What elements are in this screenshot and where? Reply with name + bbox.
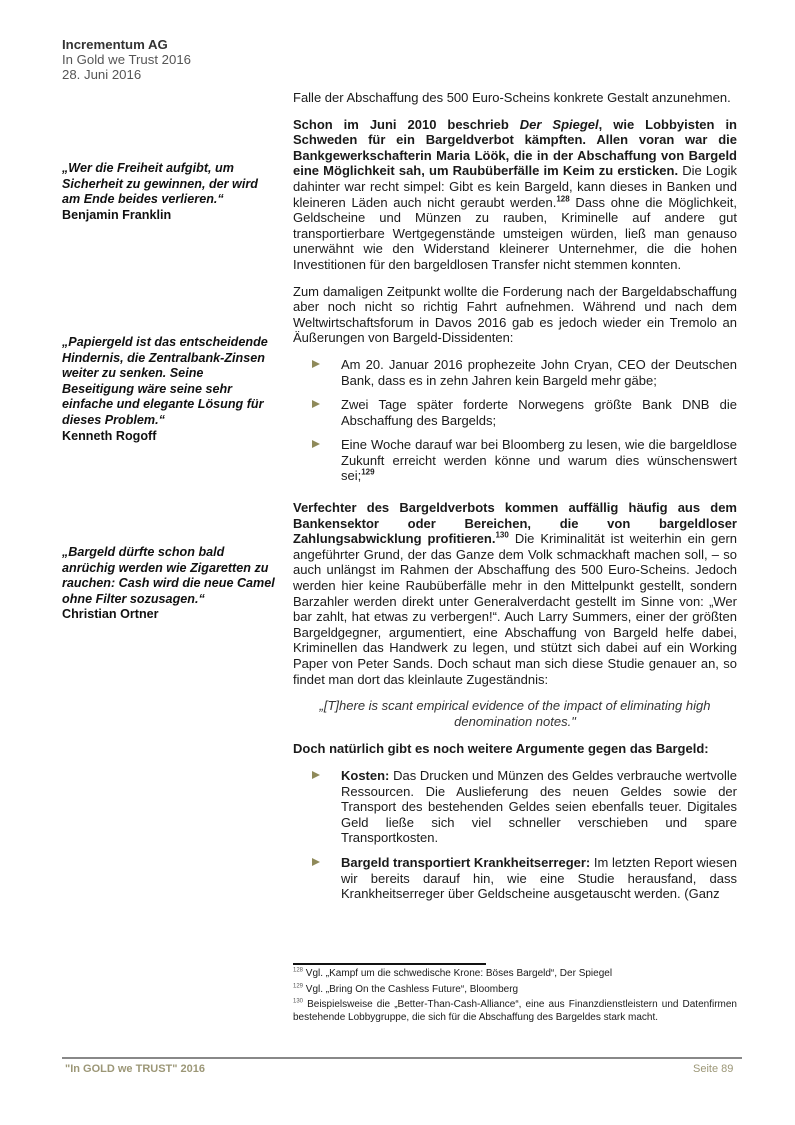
- list-item: Kosten: Das Drucken und Münzen des Geldes verbrauche wertvolle Ressourcen. Die Auslieferung des neuen Geldes sowie der Transport des bestehenden Geldes seien ebenfalls teuer. Digitales Geld ließe sich viel schneller verschieben und spare Transportkosten.: [341, 768, 737, 846]
- footnotes: [293, 968, 737, 1027]
- quote-text: „Papiergeld ist das entscheidende Hindernis, die Zentralbank-Zinsen weiter zu senken. Seine Beseitigung wäre seine sehr einfache und elegante Lösung für dieses Problem.“: [62, 335, 268, 427]
- bold-text: Schon im Juni 2010 beschrieb: [293, 116, 520, 132]
- list-item: Eine Woche darauf war bei Bloomberg zu lesen, wie die bargeldlose Zukunft erreicht werden könne und warum dies wünschenswert sei;$^{129}$: [341, 437, 737, 484]
- publication-title: In Gold we Trust 2016: [62, 52, 192, 67]
- sidebar-quote: [62, 335, 277, 444]
- sidebar-quote: [62, 161, 277, 223]
- text: Die Logik dahinter war recht simpel: Gibt es kein Bargeld, kann dieses in Banken und kleineren Läden auch nicht geraubt werden.: [293, 163, 737, 210]
- paragraph: [293, 117, 737, 273]
- quote-text: „Wer die Freiheit aufgibt, um Sicherheit zu gewinnen, der wird am Ende beides verlieren.“: [62, 161, 258, 207]
- arrow-bullet-icon: [312, 771, 320, 779]
- quote-author: Kenneth Rogoff: [62, 428, 157, 443]
- quote-author: Benjamin Franklin: [62, 207, 172, 222]
- sidebar-quote: [62, 545, 277, 623]
- list-item: Bargeld transportiert Krankheitserreger: Im letzten Report wiesen wir bereits darauf hin, wie eine Studie herausfand, dass Krankheitserreger über Geldscheine ausgetauscht werden. (Ganz: [341, 855, 737, 902]
- arrow-bullet-icon: [312, 400, 320, 408]
- quote-text: „Bargeld dürfte schon bald anrüchig werden wie Zigaretten zu rauchen: Cash wird die neue Camel ohne Filter sozusagen.“: [62, 545, 275, 606]
- bullet-list: [293, 768, 737, 902]
- publication-date: 28. Juni 2016: [62, 67, 142, 82]
- arrow-bullet-icon: [312, 360, 320, 368]
- list-item: Am 20. Januar 2016 prophezeite John Cryan, CEO der Deutschen Bank, dass es in zehn Jahren kein Bargeld mehr gäbe;: [341, 357, 737, 388]
- footnote-ref[interactable]: 129: [361, 468, 375, 478]
- arrow-bullet-icon: [312, 440, 320, 448]
- footnote: $^{130}$ Beispielsweise die „Better-Than-Cash-Alliance“, eine aus Finanzdienstleistern und Datenfirmen bestehende Lobbygruppe, die sich für die Abschaffung des Bargeldes stark macht.: [293, 998, 737, 1023]
- quote-author: Christian Ortner: [62, 607, 159, 622]
- text: Die Kriminalität ist weiterhin ein gern angeführter Grund, der das Ganze dem Volk schmackhaft machen soll, – so auch unlängst im Rahmen der Abschaffung des 500 Euro-Scheins. Jedoch werden hier keine Raubüberfälle mehr in den Mittelpunkt gestellt, sondern Barzahler werden direkt unter Generalverdacht gestellt im Sinne von: „Wer bar zahlt, hat etwas zu verbergen!“. Auch Larry Summers, einer der größten Bargeldgegner, argumentiert, eine Abschaffung von Bargeld helfe dabei, Kriminellen das Handwerk zu legen, und stützt sich dabei auf ein Working Paper von Peter Sands. Doch schaut man sich diese Studie genauer an, so findet man dort das kleinlaute Zugeständnis:: [293, 531, 737, 687]
- page-number: Seite 89: [693, 1063, 734, 1075]
- block-quote: „[T]here is scant empirical evidence of the impact of eliminating high denomination notes.": [319, 698, 711, 729]
- footnote-ref[interactable]: 128: [556, 194, 570, 204]
- bullet-list: [293, 357, 737, 484]
- list-item: Zwei Tage später forderte Norwegens größte Bank DNB die Abschaffung des Bargelds;: [341, 397, 737, 428]
- page-header: [62, 37, 191, 82]
- footnote-divider: [293, 963, 486, 965]
- text: Dass ohne die Möglichkeit, Geldscheine und Münzen zu rauben, Kriminelle auf andere gut transportierbare Wertgegenstände umsteigen würden, ließ man genauso unerwähnt wie den Widerstand kleinerer Unternehmer, die die hohen Investitionen für den bargeldlosen Transfer nicht stemmen konnten.: [293, 194, 737, 272]
- paragraph: Doch natürlich gibt es noch weitere Argumente gegen das Bargeld:: [293, 741, 709, 757]
- bold-text: , wie Lobbyisten in Schweden für ein Bargeldverbot kämpften. Allen voran war die Bankgewerkschafterin Maria Löök, die in der Abschaffung von Bargeld eine Möglichkeit sah, um Raubüberfälle im Keim zu ersticken.: [293, 116, 737, 179]
- main-body: [293, 90, 737, 913]
- footnote: $^{128}$ Vgl. „Kampf um die schwedische Krone: Böses Bargeld“, Der Spiegel: [293, 967, 613, 979]
- footer-title: "In GOLD we TRUST" 2016: [65, 1063, 206, 1075]
- paragraph: Zum damaligen Zeitpunkt wollte die Forderung nach der Bargeldabschaffung aber noch nicht so richtig Fahrt aufnehmen. Während und nach dem Weltwirtschaftsforum in Davos 2016 gab es jedoch wieder ein Tremolo an Äußerungen von Bargeld-Dissidenten:: [293, 283, 737, 346]
- publication-name: Der Spiegel: [519, 116, 599, 132]
- footnote-ref[interactable]: 130: [495, 530, 509, 540]
- arrow-bullet-icon: [312, 858, 320, 866]
- bold-text: Verfechter des Bargeldverbots kommen auffällig häufig aus dem Bankensektor oder Bereichen, die von bargeldloser Zahlungsabwicklung profitieren.: [293, 500, 737, 547]
- company-name: Incrementum AG: [62, 37, 168, 52]
- footer-divider: [62, 1057, 742, 1059]
- footnote: $^{129}$ Vgl. „Bring On the Cashless Future“, Bloomberg: [293, 983, 519, 995]
- paragraph: [293, 500, 737, 687]
- paragraph: Falle der Abschaffung des 500 Euro-Scheins konkrete Gestalt anzunehmen.: [293, 90, 731, 105]
